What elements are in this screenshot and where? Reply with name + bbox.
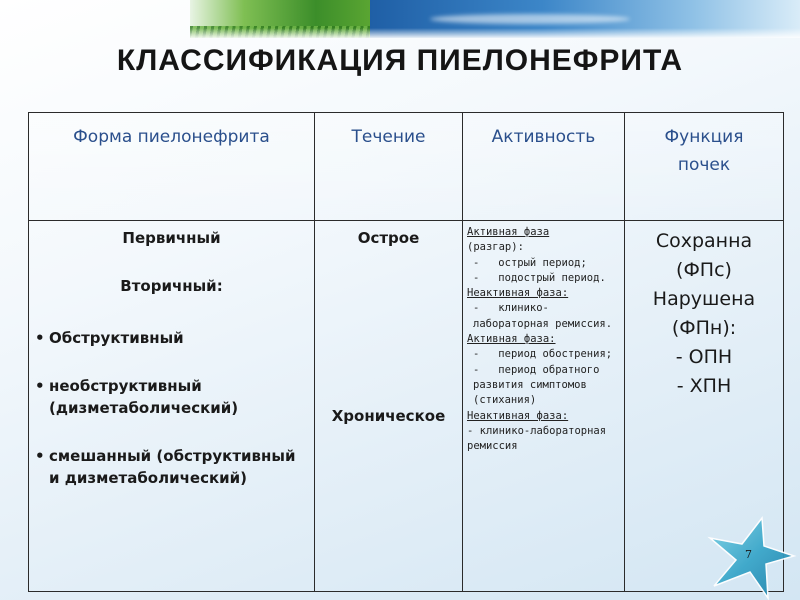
list-item: • необструктивный (дизметаболический) bbox=[49, 375, 310, 419]
header-banner-image bbox=[190, 0, 800, 38]
table-row bbox=[29, 221, 784, 592]
course-acute: Острое bbox=[357, 229, 420, 247]
inactive-phase-title: Неактивная фаза: bbox=[467, 287, 569, 300]
list-item: • смешанный (обструктивный и дизметаболический) bbox=[49, 445, 310, 489]
function-line: - ОПН bbox=[675, 346, 733, 368]
list-item: - период обратного развития симптомов (стихания) bbox=[467, 363, 622, 409]
function-line: - ХПН bbox=[676, 375, 732, 397]
active-phase-title: Активная фаза bbox=[467, 226, 550, 238]
course-chronic: Хроническое bbox=[331, 407, 446, 425]
page-number: 7 bbox=[745, 548, 752, 561]
function-line: Нарушена bbox=[652, 288, 756, 310]
list-item: - острый период; bbox=[467, 256, 622, 271]
header-function-line2: почек bbox=[677, 155, 731, 175]
list-item: - подострый период. bbox=[467, 271, 622, 286]
cell-activity bbox=[463, 221, 625, 592]
header-function-line1: Функция bbox=[664, 127, 744, 147]
form-secondary: Вторичный: bbox=[120, 277, 223, 295]
banner-fade bbox=[190, 28, 800, 38]
classification-table bbox=[28, 112, 784, 592]
form-list bbox=[33, 327, 310, 489]
form-primary: Первичный bbox=[122, 229, 221, 247]
list-item: • Обструктивный bbox=[49, 327, 310, 349]
list-item: - клинико-лабораторная ремиссия. bbox=[467, 301, 622, 332]
function-line: (ФПн): bbox=[671, 317, 737, 339]
list-item: - период обострения; bbox=[467, 347, 622, 362]
cell-form bbox=[29, 221, 315, 592]
table-header-row bbox=[29, 113, 784, 221]
active-phase-title-2: Активная фаза: bbox=[467, 333, 556, 346]
cell-course bbox=[315, 221, 463, 592]
function-line: (ФПс) bbox=[676, 259, 732, 281]
header-form: Форма пиелонефрита bbox=[29, 113, 315, 221]
header-activity: Активность bbox=[463, 113, 625, 221]
function-line: Сохранна bbox=[655, 230, 753, 252]
inactive-phase-text: - клинико-лабораторная ремиссия bbox=[467, 424, 607, 453]
header-course: Течение bbox=[315, 113, 463, 221]
header-function bbox=[625, 113, 784, 221]
slide-title: КЛАССИФИКАЦИЯ ПИЕЛОНЕФРИТА bbox=[116, 44, 684, 77]
inactive-phase-title-2: Неактивная фаза: bbox=[467, 409, 569, 422]
star-icon bbox=[706, 516, 798, 600]
active-phase-sub: (разгар): bbox=[467, 241, 524, 254]
